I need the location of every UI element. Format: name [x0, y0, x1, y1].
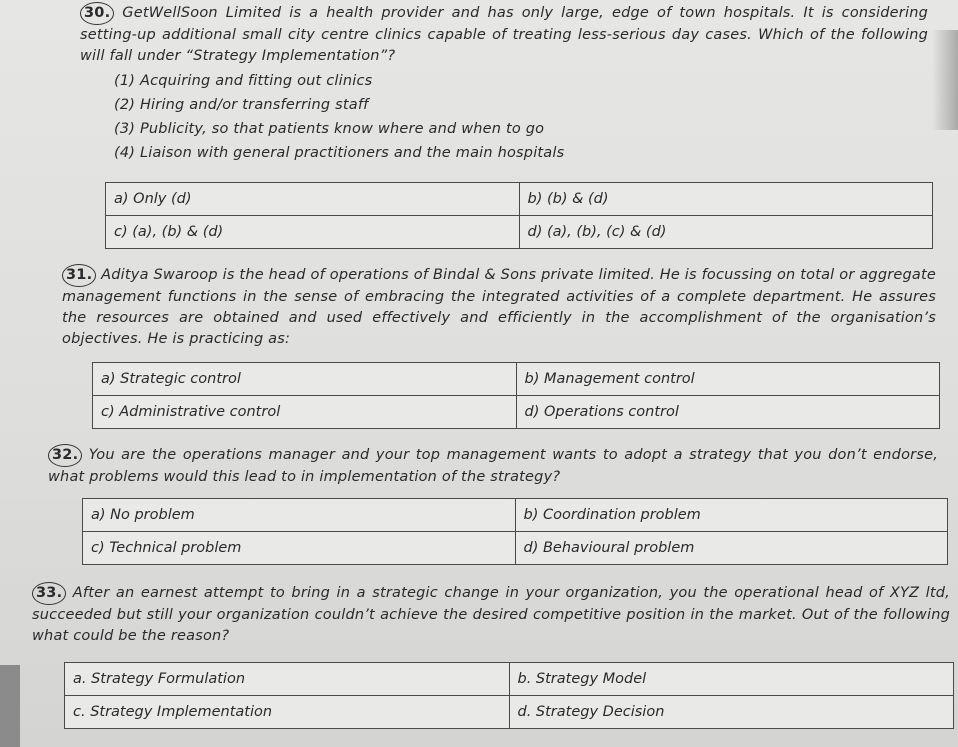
- question-30-option-d[interactable]: d) (a), (b), (c) & (d): [519, 216, 933, 249]
- question-number-31: 31.: [62, 264, 96, 287]
- question-30-text: GetWellSoon Limited is a health provider and has only large, edge of town hospitals. It is considering setting-up additional small city centre clinics capable of treating less-serious day cases. Which of the following will fall under “Strategy Implementation”?: [80, 5, 928, 64]
- question-32-option-b[interactable]: b) Coordination problem: [515, 499, 948, 532]
- question-33: [32, 582, 950, 647]
- question-31-option-d[interactable]: d) Operations control: [516, 396, 940, 429]
- question-31-text: Aditya Swaroop is the head of operations of Bindal & Sons private limited. He is focussing on total or aggregate management functions in the sense of embracing the integrated activities of a complete department. He assures the resources are obtained and used effectively and efficiently in the accomplishment of the organisation’s objectives. He is practicing as:: [62, 267, 936, 347]
- question-32-option-c[interactable]: c) Technical problem: [83, 532, 516, 565]
- question-32-text: You are the operations manager and your top management wants to adopt a strategy that you don’t endorse, what problems would this lead to in implementation of the strategy?: [48, 447, 939, 485]
- question-32: [48, 444, 938, 488]
- question-33-option-a[interactable]: a. Strategy Formulation: [65, 663, 510, 696]
- question-30-item-3: (3) Publicity, so that patients know where and when to go: [114, 121, 545, 137]
- question-30-option-c[interactable]: c) (a), (b) & (d): [106, 216, 520, 249]
- question-number-32: 32.: [48, 444, 82, 467]
- question-31-option-c[interactable]: c) Administrative control: [93, 396, 517, 429]
- question-31-option-a[interactable]: a) Strategic control: [93, 363, 517, 396]
- question-31-options-table: [92, 362, 940, 429]
- question-31: [62, 264, 936, 350]
- question-30-items: [114, 71, 928, 163]
- question-30-item-2: (2) Hiring and/or transferring staff: [114, 97, 369, 113]
- question-31-option-b[interactable]: b) Management control: [516, 363, 940, 396]
- question-32-option-a[interactable]: a) No problem: [83, 499, 516, 532]
- question-33-text: After an earnest attempt to bring in a strategic change in your organization, you the operational head of XYZ ltd, succeeded but still your organization couldn’t achieve the desired competitive position in the market. Out of the following what could be the reason?: [32, 585, 950, 644]
- question-30-option-b[interactable]: b) (b) & (d): [519, 183, 933, 216]
- question-33-option-b[interactable]: b. Strategy Model: [509, 663, 954, 696]
- question-30-option-a[interactable]: a) Only (d): [106, 183, 520, 216]
- page-shadow-left: [0, 665, 20, 747]
- question-32-option-d[interactable]: d) Behavioural problem: [515, 532, 948, 565]
- question-number-33: 33.: [32, 582, 66, 605]
- page-shadow-right: [932, 30, 958, 130]
- question-33-option-d[interactable]: d. Strategy Decision: [509, 696, 954, 729]
- question-number-30: 30.: [80, 2, 114, 25]
- question-30-options-table: [105, 182, 933, 249]
- question-33-option-c[interactable]: c. Strategy Implementation: [65, 696, 510, 729]
- question-30-item-4: (4) Liaison with general practitioners and the main hospitals: [114, 145, 565, 161]
- question-33-options-table: [64, 662, 954, 729]
- question-30: [80, 2, 928, 167]
- question-30-item-1: (1) Acquiring and fitting out clinics: [114, 73, 373, 89]
- question-32-options-table: [82, 498, 948, 565]
